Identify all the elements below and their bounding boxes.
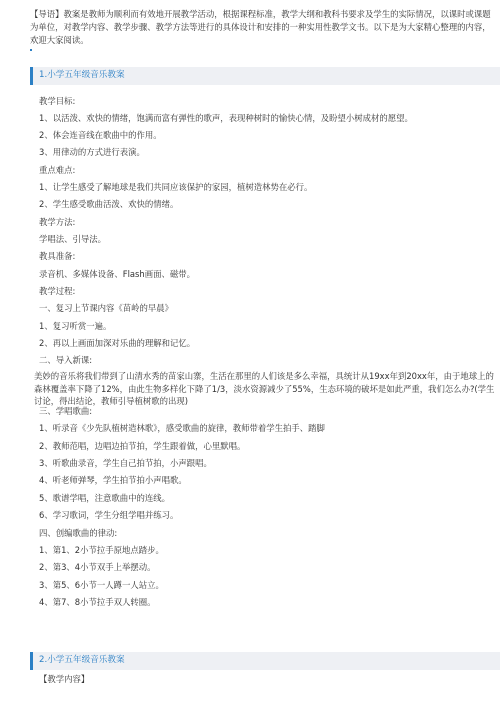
text-line: 三、学唱歌曲: <box>39 406 93 416</box>
text-line: 3、用律动的方式进行表演。 <box>39 147 145 157</box>
text-line: 二、导入新课: <box>39 355 93 365</box>
text-line: 2、第3、4小节双手上举摆动。 <box>39 562 156 572</box>
text-line: 四、创编歌曲的律动: <box>39 528 118 538</box>
text-line: 重点难点: <box>39 165 76 175</box>
text-line: 一、复习上节课内容《苗岭的早晨》 <box>39 303 173 313</box>
text-line: 1、让学生感受了解地球是我们共同应该保护的家园，植树造林势在必行。 <box>39 182 313 192</box>
text-line: 2、教师范唱，边唱边拍节拍，学生跟着做，心里默唱。 <box>39 441 246 451</box>
text-line: 1、听录音《少先队植树造林歌》，感受歌曲的旋律，教师带着学生拍手、踏脚 <box>39 423 325 433</box>
text-line: 1、第1、2小节拉手原地点踏步。 <box>39 545 164 555</box>
text-line: 教具准备: <box>39 251 76 261</box>
text-line: 1、以活泼、欢快的情绪，饱满而富有弹性的歌声，表现种树时的愉快心情，及盼望小树成材的愿望。 <box>39 113 413 123</box>
text-line: 3、听歌曲录音，学生自己拍节拍，小声跟唱。 <box>39 458 212 468</box>
text-line: 教学过程: <box>39 286 76 296</box>
section-title-2[interactable]: 2.小学五年级音乐教案 <box>39 655 125 665</box>
narrative-paragraph: 美妙的音乐将我们带到了山清水秀的苗家山寨，生活在那里的人们该是多么幸福，具统计从19xx年到20xx年，由于地球上的森林覆盖率下降了12%，由此生物多样化下降了1/3，淡水资源减少了55%，生态环境的破坏是如此严重，我们怎么办?(学生讨论，得出结论，教师引导植树歌的出现) <box>34 371 495 406</box>
intro-paragraph <box>30 8 498 51</box>
text-line: 学唱法、引导法。 <box>39 234 106 244</box>
text-line: 5、歌谱学唱，注意歌曲中的连线。 <box>39 493 170 503</box>
text-line: 4、第7、8小节拉手双人转圈。 <box>39 597 156 607</box>
text-line: 录音机、多媒体设备、Flash画面、磁带。 <box>39 269 195 279</box>
text-line: 【教学内容】 <box>39 674 90 684</box>
text-line: 教学方法: <box>39 217 76 227</box>
section-header-1[interactable] <box>30 67 500 85</box>
section-header-2[interactable] <box>30 652 500 670</box>
text-line: 6、学习歌词，学生分组学唱并练习。 <box>39 510 179 520</box>
anchor-marker <box>30 49 32 51</box>
text-line: 3、第5、6小节一人蹲一人站立。 <box>39 580 164 590</box>
text-line: 2、学生感受歌曲活泼、欢快的情绪。 <box>39 199 179 209</box>
section-title-1[interactable]: 1.小学五年级音乐教案 <box>39 70 125 80</box>
text-line: 教学目标: <box>39 96 76 106</box>
text-line: 2、再以上画面加深对乐曲的理解和记忆。 <box>39 338 196 348</box>
text-line: 1、复习听赏一遍。 <box>39 321 112 331</box>
text-line: 2、体会连音线在歌曲中的作用。 <box>39 130 162 140</box>
text-line: 4、听老师弹琴，学生拍节拍小声唱歌。 <box>39 475 187 485</box>
intro-text: 【导语】教案是教师为顺利而有效地开展教学活动，根据课程标准，教学大纲和教科书要求及学生的实际情况，以课时或课题为单位，对教学内容、教学步骤、教学方法等进行的具体设计和安排的一种实用性教学文书。以下是为大家精心整理的内容，欢迎大家阅读。 <box>30 9 491 45</box>
